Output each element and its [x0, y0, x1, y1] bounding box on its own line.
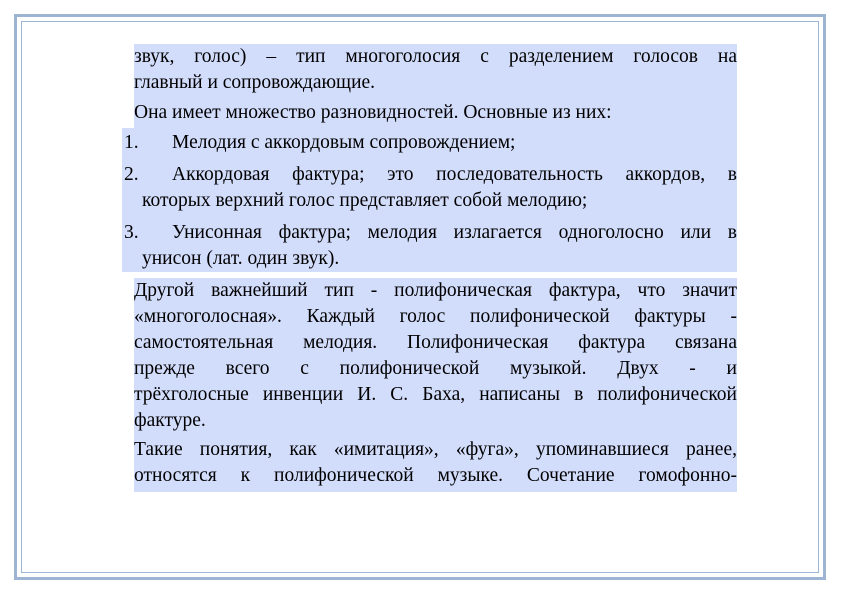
list-item-number: 3.	[124, 222, 139, 243]
paragraph-line: прежде всего с полифонической музыкой. Двух - и	[134, 358, 737, 379]
paragraph-line: «многоголосная». Каждый голос полифонической фактуры -	[134, 306, 737, 327]
list-item-text-continued: которых верхний голос представляет собой мелодию;	[142, 190, 588, 211]
paragraph-imitation-fugue	[134, 437, 737, 492]
list-item-text-continued: унисон (лат. один звук).	[142, 248, 340, 269]
paragraph-line: звук, голос) – тип многоголосия с разделением голосов на	[134, 46, 737, 67]
paragraph-line: Такие понятия, как «имитация», «фуга», упоминавшиеся ранее,	[134, 439, 737, 460]
paragraph-line: трёхголосные инвенции И. С. Баха, написаны в полифонической	[134, 384, 737, 405]
paragraph-varieties-intro	[134, 98, 737, 130]
paragraph-homophony-definition	[134, 44, 737, 100]
list-item-number: 2.	[124, 164, 139, 185]
list-item-text: Унисонная фактура; мелодия излагается одноголосно или в	[172, 222, 737, 243]
paragraph-line: Она имеет множество разновидностей. Основные из них:	[134, 102, 612, 123]
texture-types-list	[122, 128, 737, 272]
list-item-text: Аккордовая фактура; это последовательность аккордов, в	[172, 164, 737, 185]
paragraph-polyphony	[134, 278, 737, 440]
paragraph-line: самостоятельная мелодия. Полифоническая фактура связана	[134, 332, 737, 353]
paragraph-line: фактуре.	[134, 410, 206, 431]
paragraph-line: Другой важнейший тип - полифоническая фактура, что значит	[134, 280, 737, 301]
list-item-text: Мелодия с аккордовым сопровождением;	[172, 132, 516, 153]
paragraph-line: главный и сопровождающие.	[134, 72, 376, 93]
paragraph-line: относятся к полифонической музыке. Сочетание гомофонно-	[134, 465, 737, 486]
list-item-number: 1.	[124, 132, 139, 153]
